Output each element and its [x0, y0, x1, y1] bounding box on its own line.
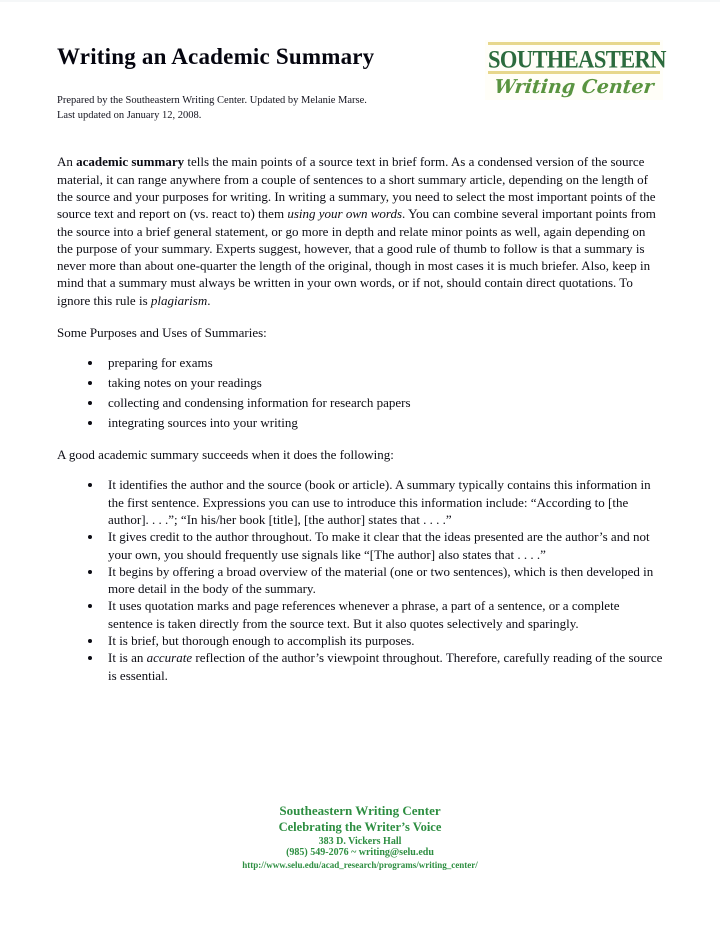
footer-phone-email: (985) 549-2076 ~ writing@selu.edu [286, 847, 434, 859]
list-item: • integrating sources into your writing [103, 414, 663, 431]
prepared-line-1: Prepared by the Southeastern Writing Center. Updated by Melanie Marse. [57, 95, 367, 106]
text-segment: It is brief, but thorough enough to accomplish its purposes. [108, 633, 415, 648]
text-segment: It identifies the author and the source (book or article). A summary typically contains this information in the first sentence. Expressions you can use to introduce this information include: “According to [the author]. . . .”; “In his/her book [title], [the author] states that . . . .” [108, 477, 651, 527]
text-segment: reflection of the author’s viewpoint throughout. Therefore, carefully reading of the source is essential. [108, 650, 663, 683]
logo-tagline: Writing Center [493, 75, 655, 98]
list-item [103, 649, 663, 684]
purposes-heading: Some Purposes and Uses of Summaries: [57, 325, 267, 341]
text-segment: It begins by offering a broad overview of the material (one or two sentences), which is then developed in more detail in the body of the summary. [108, 563, 654, 597]
succeeds-heading: A good academic summary succeeds when it does the following: [57, 447, 394, 463]
document-header [57, 44, 666, 123]
header-text-block [57, 44, 374, 123]
succeeds-list [57, 476, 663, 684]
text-segment: academic summary [76, 154, 185, 170]
page-title: Writing an Academic Summary [57, 44, 375, 69]
text-segment: using your own words [287, 206, 403, 222]
text-segment: . [207, 292, 211, 308]
text-segment: It is an [108, 650, 147, 666]
list-item [103, 563, 663, 598]
text-segment: plagiarism [150, 292, 208, 308]
footer-address: 383 D. Vickers Hall [318, 835, 402, 847]
list-item [103, 632, 663, 649]
list-item: • preparing for exams [103, 354, 663, 371]
footer [57, 802, 663, 871]
list-item [103, 528, 663, 563]
footer-org-name: Southeastern Writing Center [279, 802, 441, 818]
purposes-list [57, 354, 663, 431]
text-segment: accurate [146, 650, 193, 666]
logo-wordmark: SOUTHEASTERN [488, 45, 666, 73]
document-page [0, 2, 720, 871]
list-item: • collecting and condensing information for research papers [103, 394, 663, 411]
text-segment: An [57, 154, 77, 170]
list-item [103, 597, 663, 632]
text-segment: tells the main points of a source text in brief form. As a condensed version of the source material, it can range anywhere from a couple of sentences to a short summary article, depending on the length of the source and your purposes for writing. In writing a summary, you need to select the most important points of the source text and report on (vs. react to) them [57, 154, 656, 222]
footer-url-link[interactable]: http://www.selu.edu/acad_research/programs/writing_center/ [242, 859, 478, 870]
text-segment: It uses quotation marks and page references whenever a phrase, a part of a sentence, or a complete sentence is taken directly from the source text. But it also quotes selectively and sparingly. [108, 598, 620, 631]
footer-tagline: Celebrating the Writer’s Voice [278, 819, 442, 834]
prepared-note [57, 94, 374, 123]
text-segment: . You can combine several important points from the source into a brief general statement, or go more in depth and relate minor points as well, again depending on the purpose of your summary. Experts suggest, however, that a good rule of thumb to follow is that a summary is never more than about one-quarter the length of the original, though in most cases it is much briefer. Also, keep in mind that a summary must always be written in your own words, or if not, should contain direct quotations. To ignore this rule is [57, 206, 656, 308]
text-segment: It gives credit to the author throughout. To make it clear that the ideas presented are the author’s and not your own, you should frequently use signals like “[The author] also states that . . . .” [108, 529, 650, 562]
list-item [103, 476, 663, 528]
intro-paragraph [57, 153, 663, 309]
writing-center-logo [485, 40, 666, 100]
list-item: • taking notes on your readings [103, 374, 663, 391]
prepared-line-2: Last updated on January 12, 2008. [57, 109, 202, 121]
